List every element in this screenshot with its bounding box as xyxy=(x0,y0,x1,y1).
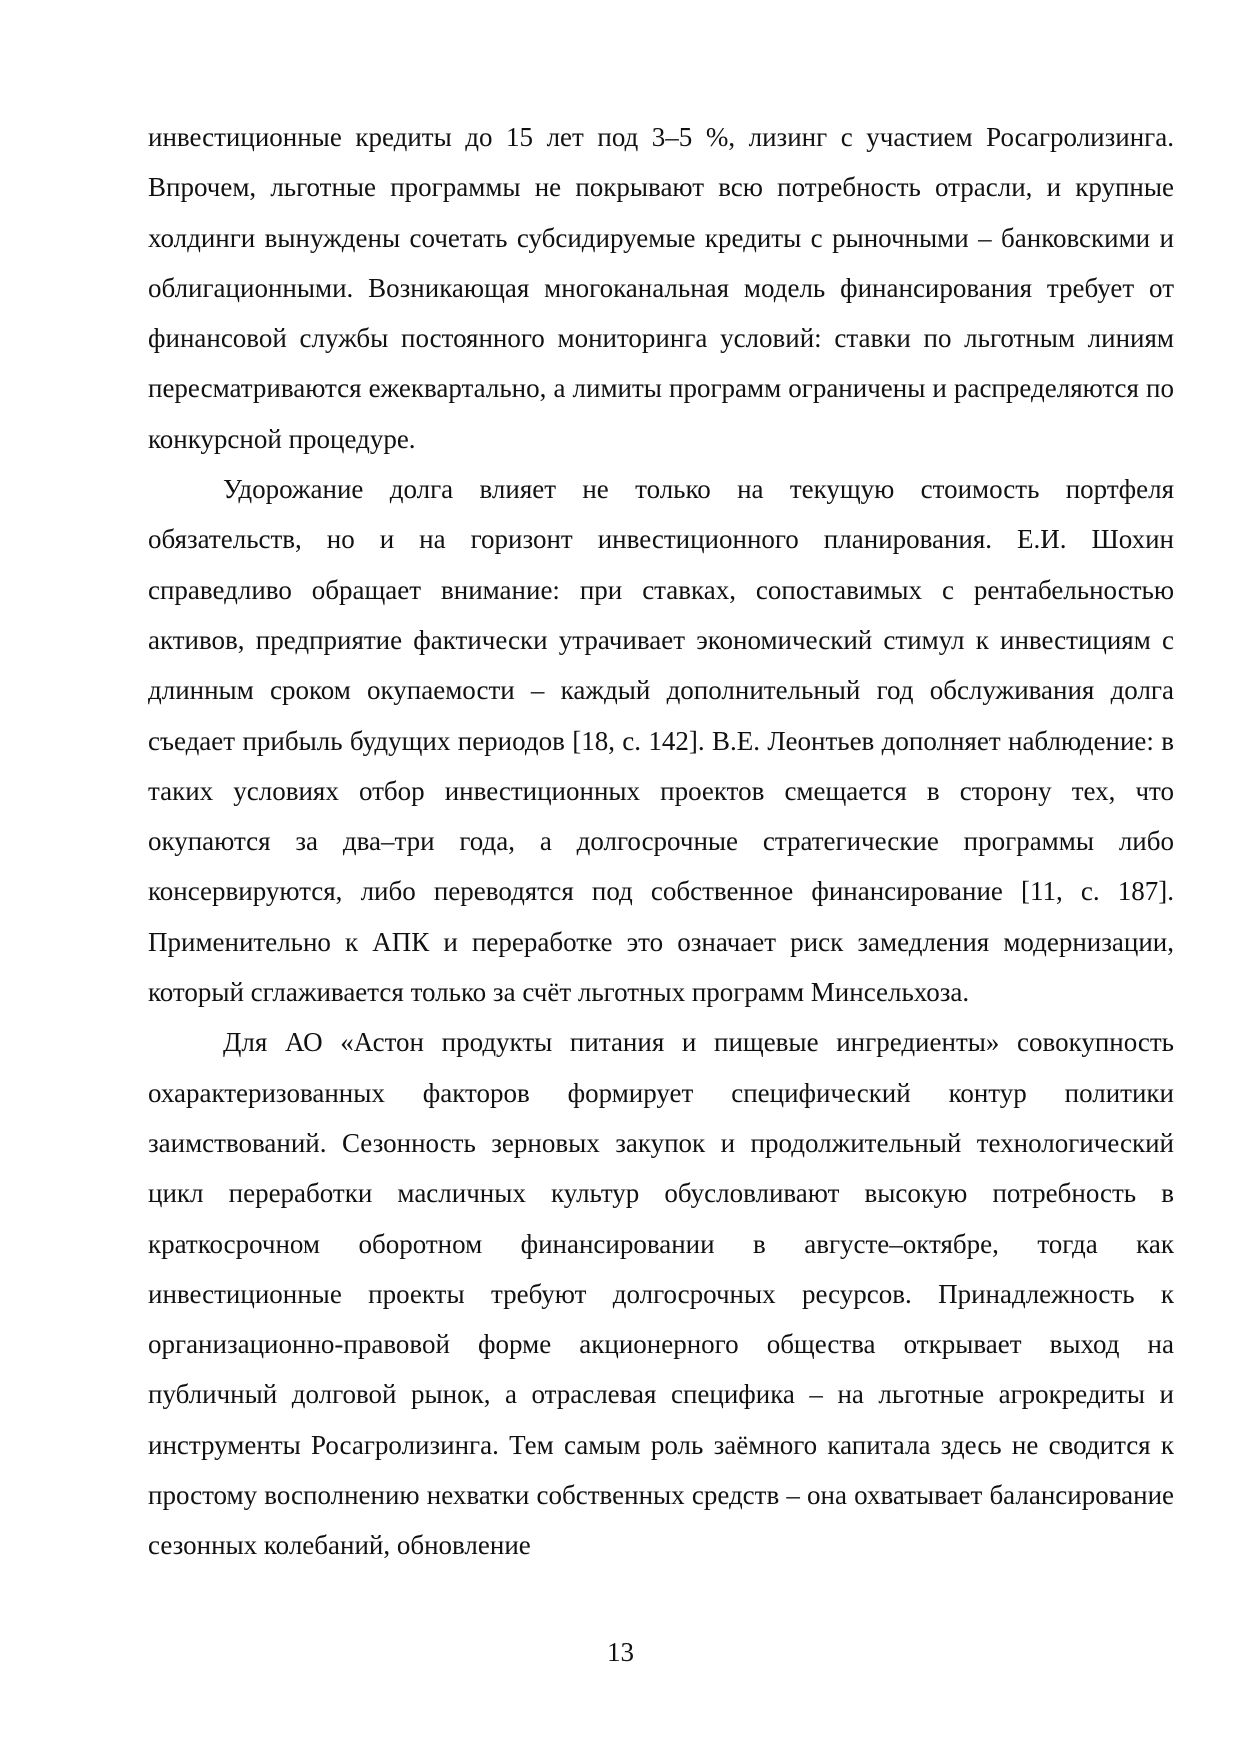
body-text xyxy=(148,112,1174,1571)
paragraph-2: Удорожание долга влияет не только на текущую стоимость портфеля обязательств, но и на горизонт инвестиционного планирования. Е.И. Шохин справедливо обращает внимание: при ставках, сопоставимых с рентабельностью активов, предприятие фактически утрачивает экономический стимул к инвестициям с длинным сроком окупаемости – каждый дополнительный год обслуживания долга съедает прибыль будущих периодов [18, с. 142]. В.Е. Леонтьев дополняет наблюдение: в таких условиях отбор инвестиционных проектов смещается в сторону тех, что окупаются за два–три года, а долгосрочные стратегические программы либо консервируются, либо переводятся под собственное финансирование [11, с. 187]. Применительно к АПК и переработке это означает риск замедления модернизации, который сглаживается только за счёт льготных программ Минсельхоза. xyxy=(148,474,1174,1008)
page-number: 13 xyxy=(607,1637,634,1667)
paragraph-3: Для АО «Астон продукты питания и пищевые ингредиенты» совокупность охарактеризованных факторов формирует специфический контур политики заимствований. Сезонность зерновых закупок и продолжительный технологический цикл переработки масличных культур обусловливают высокую потребность в краткосрочном оборотном финансировании в августе–октябре, тогда как инвестиционные проекты требуют долгосрочных ресурсов. Принадлежность к организационно-правовой форме акционерного общества открывает выход на публичный долговой рынок, а отраслевая специфика – на льготные агрокредиты и инструменты Росагролизинга. Тем самым роль заёмного капитала здесь не сводится к простому восполнению нехватки собственных средств – она охватывает балансирование сезонных колебаний, обновление xyxy=(148,1027,1174,1561)
paragraph-1: инвестиционные кредиты до 15 лет под 3–5 %, лизинг с участием Росагролизинга. Впрочем, льготные программы не покрывают всю потребность отрасли, и крупные холдинги вынуждены сочетать субсидируемые кредиты с рыночными – банковскими и облигационными. Возникающая многоканальная модель финансирования требует от финансовой службы постоянного мониторинга условий: ставки по льготным линиям пересматриваются ежеквартально, а лимиты программ ограничены и распределяются по конкурсной процедуре. xyxy=(148,122,1174,454)
